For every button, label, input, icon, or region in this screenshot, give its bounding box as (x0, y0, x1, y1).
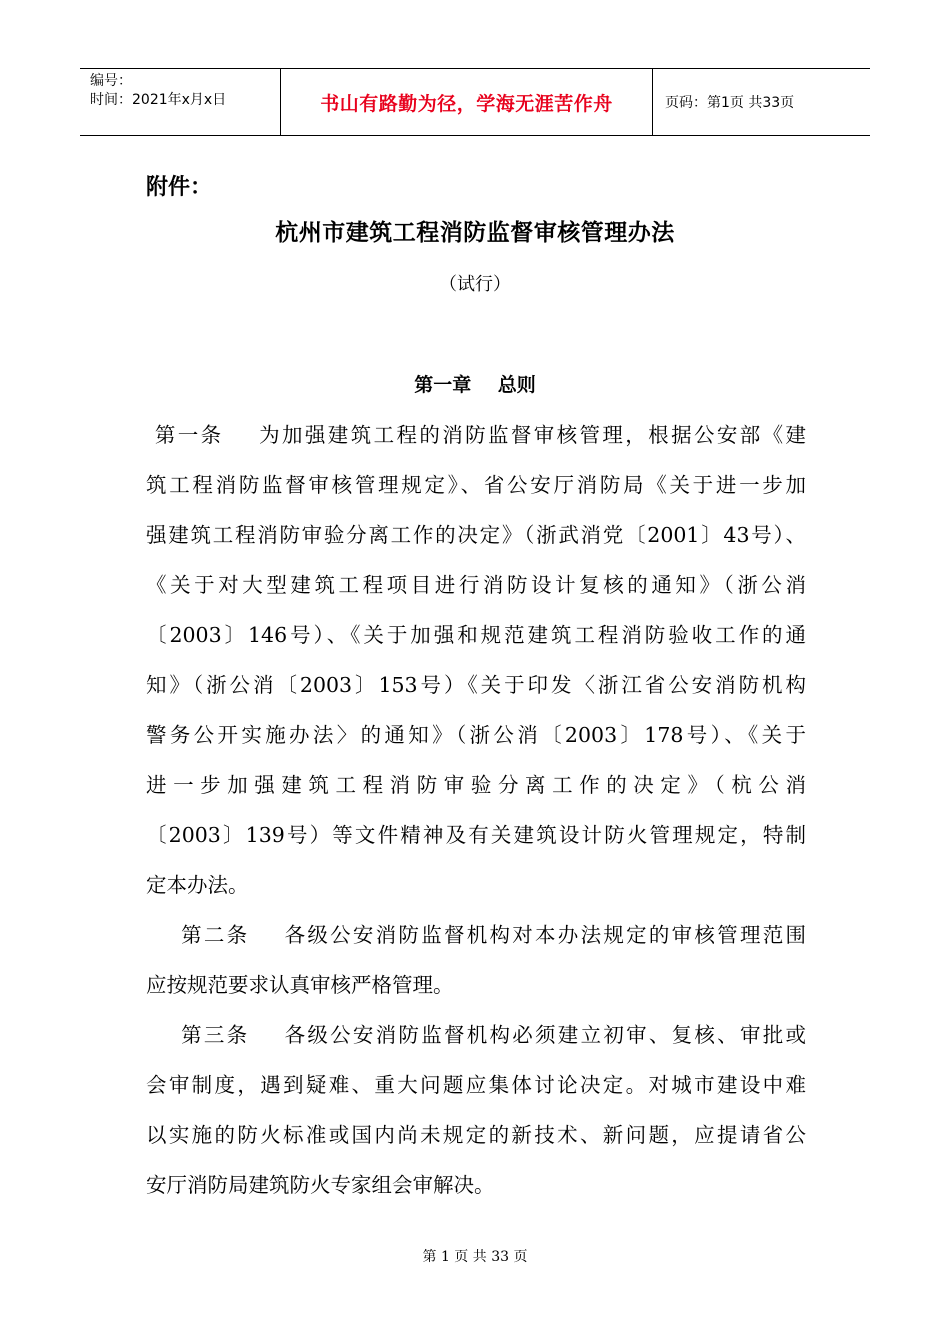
header-page-cell (653, 69, 870, 135)
document-title: 杭州市建筑工程消防监督审核管理办法 (275, 220, 675, 246)
chapter-heading: 第一章 总则 (414, 374, 536, 396)
body-line: 《关于对大型建筑工程项目进行消防设计复核的通知》（浙公消 (146, 573, 806, 597)
attachment-label: 附件： (146, 175, 213, 200)
body-line: 以实施的防火标准或国内尚未规定的新技术、新问题，应提请省公 (146, 1123, 806, 1147)
header-info-cell (80, 69, 281, 135)
body-line: 〔2003〕146号）、《关于加强和规范建筑工程消防验收工作的通 (146, 623, 806, 647)
body-line: 进一步加强建筑工程消防审验分离工作的决定》（杭公消 (146, 773, 806, 797)
number-label: 编号： (90, 73, 132, 89)
page-footer: 第 1 页 共 33 页 (422, 1249, 528, 1265)
body-line: 警务公开实施办法〉的通知》（浙公消〔2003〕178号）、《关于 (146, 723, 806, 747)
body-text (146, 410, 806, 1210)
body-line: 定本办法。 (146, 873, 249, 897)
body-line: 〔2003〕139号）等文件精神及有关建筑设计防火管理规定，特制 (146, 823, 806, 847)
body-line: 会审制度，遇到疑难、重大问题应集体讨论决定。对城市建设中难 (146, 1073, 806, 1097)
date-label: 时间：2021年x月x日 (90, 92, 227, 108)
page-info: 页码：第1页 共33页 (665, 95, 795, 111)
document-subtitle: （试行） (439, 274, 511, 295)
header-table (80, 68, 870, 136)
motto-text: 书山有路勤为径，学海无涯苦作舟 (320, 92, 613, 115)
body-line: 知》（浙公消〔2003〕153号）《关于印发〈浙江省公安消防机构 (146, 673, 806, 697)
body-line: 第一条 为加强建筑工程的消防监督审核管理，根据公安部《建 (146, 423, 806, 447)
body-line: 安厅消防局建筑防火专家组会审解决。 (146, 1173, 495, 1197)
header-motto-cell (281, 69, 653, 135)
body-line: 筑工程消防监督审核管理规定》、省公安厅消防局《关于进一步加 (146, 473, 806, 497)
body-line: 第二条 各级公安消防监督机构对本办法规定的审核管理范围 (146, 923, 806, 947)
body-line: 应按规范要求认真审核严格管理。 (146, 973, 454, 997)
body-line: 第三条 各级公安消防监督机构必须建立初审、复核、审批或 (146, 1023, 806, 1047)
body-line: 强建筑工程消防审验分离工作的决定》（浙武消党〔2001〕43号）、 (146, 523, 806, 547)
